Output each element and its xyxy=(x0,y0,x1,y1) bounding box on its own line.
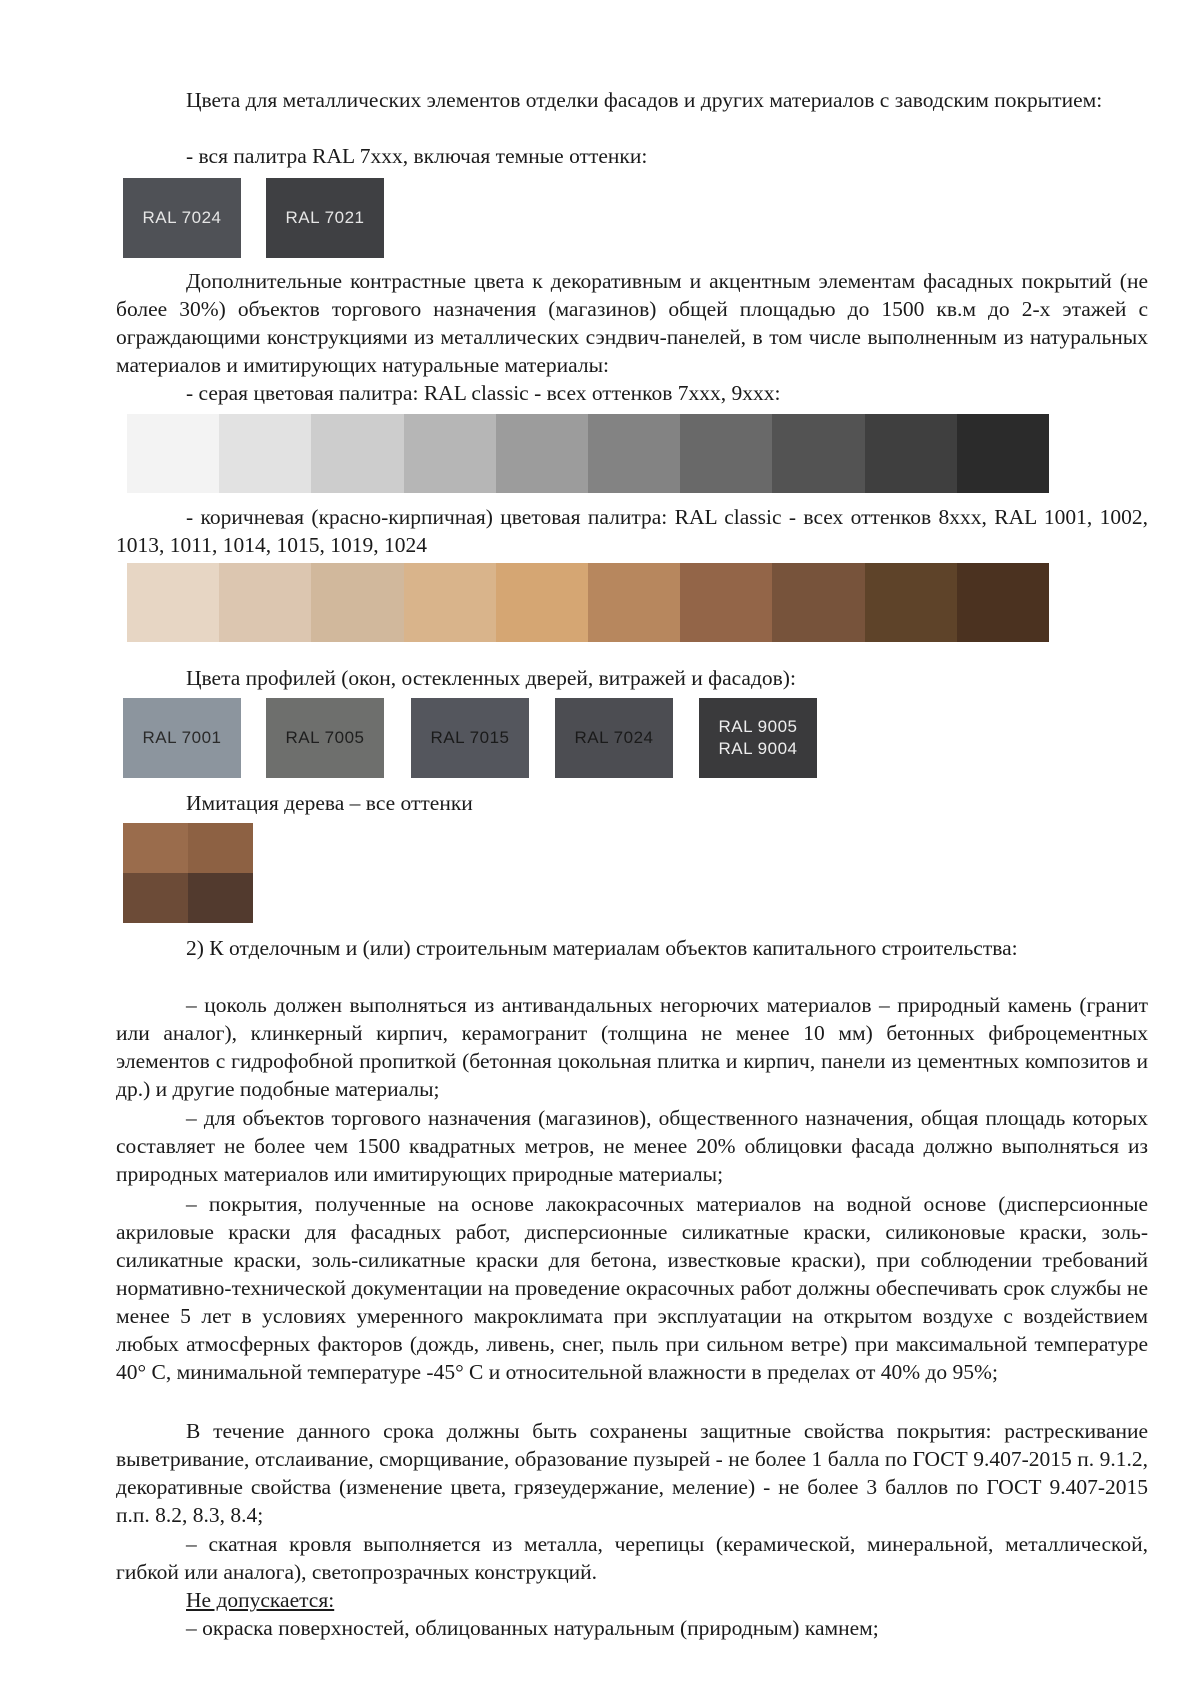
brown-palette-cell xyxy=(127,563,219,642)
gray-palette-note: - серая цветовая палитра: RAL classic - всех оттенков 7xxx, 9xxx: xyxy=(186,381,781,405)
brown-palette-cell xyxy=(311,563,403,642)
trade-objects-cladding: – для объектов торгового назначения (магазинов), общественного назначения, общая площадь которых составляет не более чем 1500 квадратных метров, не менее 20% облицовки фасада должно выполняться из природных материалов или имитирующих природные материалы; xyxy=(116,1106,1148,1186)
gray-palette-cell xyxy=(957,414,1049,493)
brown-palette-cell xyxy=(496,563,588,642)
wood-tile xyxy=(188,823,253,873)
gray-palette-cell xyxy=(588,414,680,493)
wood-tile xyxy=(188,873,253,923)
gray-palette-cell xyxy=(680,414,772,493)
swatch-label-line2: RAL 9004 xyxy=(718,739,798,758)
plinth-requirements: – цоколь должен выполняться из антивандальных негорючих материалов – природный камень (гранит или аналог), клинкерный кирпич, керамогранит (толщина не менее 10 мм) бетонных фиброцементных элементов с гидрофобной пропиткой (бетонная цокольная плитка и кирпич, панели из цементных композитов и др.) и другие подобные материалы; xyxy=(116,993,1148,1101)
swatch-label-line1: RAL 9005 xyxy=(718,717,798,736)
swatch-label: RAL 7024 xyxy=(142,208,222,227)
coating-properties: В течение данного срока должны быть сохранены защитные свойства покрытия: растрескивание выветривание, отслаивание, сморщивание, образование пузырей - не более 1 балла по ГОСТ 9.407-2015 п. 9.1.2, декоративные свойства (изменение цвета, грязеудержание, меление) - не более 3 баллов по ГОСТ 9.407-2015 п.п. 8.2, 8.3, 8.4; xyxy=(116,1419,1148,1527)
pitched-roof: – скатная кровля выполняется из металла, черепицы (керамической, минеральной, металлической, гибкой или аналога), светопрозрачных конструкций. xyxy=(116,1532,1148,1584)
brown-palette-cell xyxy=(957,563,1049,642)
brown-palette-cell xyxy=(404,563,496,642)
swatch-ral-7021 xyxy=(266,178,384,258)
swatch-ral-7024 xyxy=(123,178,241,258)
gray-palette-cell xyxy=(865,414,957,493)
wood-imitation-swatch xyxy=(123,823,253,923)
brown-palette-cell xyxy=(680,563,772,642)
not-allowed-label: Не допускается: xyxy=(186,1588,335,1612)
wood-imitation-heading: Имитация дерева – все оттенки xyxy=(186,791,473,815)
gray-palette-cell xyxy=(219,414,311,493)
painting-stone-prohibition: – окраска поверхностей, облицованных натуральным (природным) камнем; xyxy=(186,1616,879,1640)
contrast-colors-paragraph: Дополнительные контрастные цвета к декоративным и акцентным элементам фасадных покрытий (не более 30%) объектов торгового назначения (магазинов) общей площадью до 1500 кв.м до 2-х этажей с ограждающими конструкциями из металлических сэндвич-панелей, в том числе выполненным из натуральных материалов и имитирующих натуральные материалы: xyxy=(116,269,1148,377)
not-allowed-heading xyxy=(116,1586,1148,1614)
swatch-ral-7001 xyxy=(123,698,241,778)
metal-colors-intro: Цвета для металлических элементов отделки фасадов и других материалов с заводским покрытием: xyxy=(186,88,1103,112)
gray-palette-cell xyxy=(311,414,403,493)
ral-7xxx-note: - вся палитра RAL 7xxx, включая темные оттенки: xyxy=(186,144,648,168)
brown-palette-note: - коричневая (красно-кирпичная) цветовая палитра: RAL classic - всех оттенков 8xxx, RAL 1001, 1002, 1013, 1011, 1014, 1015, 1019, 1024 xyxy=(116,505,1148,557)
section-2-heading: 2) К отделочным и (или) строительным материалам объектов капитального строительства: xyxy=(186,936,1018,960)
brown-palette-cell xyxy=(772,563,864,642)
brown-palette-cell xyxy=(865,563,957,642)
wood-tile xyxy=(123,873,188,923)
gray-palette-cell xyxy=(404,414,496,493)
brown-palette-cell xyxy=(219,563,311,642)
swatch-label: RAL 7015 xyxy=(430,728,510,747)
brown-palette-strip xyxy=(127,563,1049,642)
swatch-ral-7015 xyxy=(411,698,529,778)
profile-colors-heading: Цвета профилей (окон, остекленных дверей, витражей и фасадов): xyxy=(186,666,796,690)
swatch-ral-7024 xyxy=(555,698,673,778)
swatch-ral-9005-9004 xyxy=(699,698,817,778)
swatch-label: RAL 7001 xyxy=(142,728,222,747)
swatch-label: RAL 7024 xyxy=(574,728,654,747)
swatch-label: RAL 7021 xyxy=(285,208,365,227)
paint-coatings-requirements: – покрытия, полученные на основе лакокрасочных материалов на водной основе (дисперсионные акриловые краски для фасадных работ, дисперсионные силикатные краски, силиконовые краски, золь-силикатные краски, золь-силикатные краски для бетона, известковые краски), при соблюдении требований нормативно-технической документации на проведение окрасочных работ должны обеспечивать срок службы не менее 5 лет в условиях умеренного макроклимата при эксплуатации на открытом воздухе с воздействием любых атмосферных факторов (дождь, ливень, снег, пыль при сильном ветре) при максимальной температуре 40° С, минимальной температуре -45° С и относительной влажности в пределах от 40% до 95%; xyxy=(116,1192,1148,1384)
swatch-label: RAL 7005 xyxy=(285,728,365,747)
gray-palette-cell xyxy=(496,414,588,493)
gray-palette-cell xyxy=(127,414,219,493)
brown-palette-cell xyxy=(588,563,680,642)
gray-palette-strip xyxy=(127,414,1049,493)
gray-palette-cell xyxy=(772,414,864,493)
swatch-ral-7005 xyxy=(266,698,384,778)
wood-tile xyxy=(123,823,188,873)
